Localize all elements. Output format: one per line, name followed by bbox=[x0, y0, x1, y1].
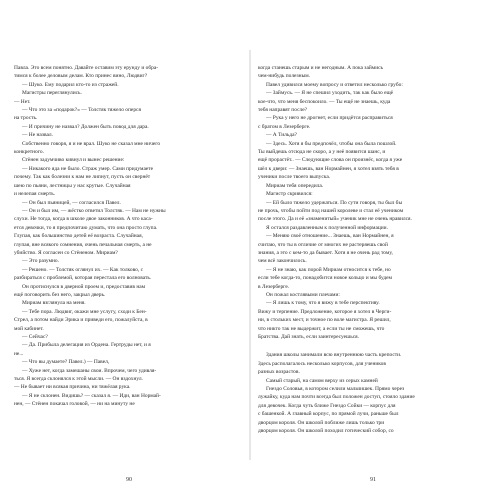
text-line: — Не бывает ни всякая причина, ни тяжёлая рука. bbox=[14, 384, 131, 391]
text-line: — Не назвал. bbox=[22, 132, 53, 139]
text-line: — Решено. — Толстяк оглянул их. — Как толково, с bbox=[22, 266, 143, 273]
text-line: — Рука у него не дрогнет, если придётся расправиться bbox=[266, 115, 393, 122]
text-line: лужайку, куда нам почти всегда был положен доступ, стояло здание bbox=[258, 394, 415, 401]
text-line: шею по пьяни, лестницы у нас крутые. Случайная bbox=[14, 182, 131, 189]
text-line: и нелепая смерть. bbox=[14, 191, 56, 198]
text-line: — Шуко. Ему подарил кто-то из стражей. bbox=[22, 81, 119, 88]
text-line: — Я лишь к тому, что я вижу в тебе перспективу. bbox=[266, 300, 380, 307]
text-line: после этого. Да и её «знаменитый» ученик мне не очень нравился. bbox=[258, 216, 412, 223]
text-line: ни, в стольких мест, и точное по воле магистра. Я решил, bbox=[258, 317, 391, 324]
text-line: Мириам тебя опередила. bbox=[266, 182, 324, 189]
text-line: Павел удивился моему вопросу и ответил несколько грубо: bbox=[266, 81, 403, 88]
text-line: на трость. bbox=[14, 115, 38, 122]
text-line: нен, — Стёнен покачал головой, — ни на минуту не bbox=[14, 401, 135, 408]
text-line: конкретного. bbox=[14, 149, 44, 156]
left-page-text bbox=[14, 64, 242, 409]
text-line: в Лезерберге. bbox=[258, 283, 290, 290]
text-line: разбираться с проблемой, которая перестала его волновать. bbox=[14, 275, 152, 282]
left-page bbox=[14, 64, 242, 468]
text-line: Вижу и терпение. Предложение, которое я хотел в Черги- bbox=[258, 308, 392, 315]
text-line: — Что это за «подарок?» — Толстяк тяжело оперся bbox=[22, 107, 141, 114]
text-line: ещё прорастёт.. — Следующие слова он произнёс, когда я уже bbox=[258, 157, 403, 164]
text-line: Самый старый, на самом верху из серых камней bbox=[266, 377, 378, 384]
text-line: Он пожал костлявыми плечами: bbox=[266, 291, 340, 298]
text-line: мой кабинет. bbox=[14, 325, 44, 332]
text-line: не прочь, чтобы пойти под нашей королеве и стал её учеником bbox=[258, 207, 404, 214]
text-line: дворцом короля. Он школой походил готический собор, со bbox=[258, 428, 394, 435]
right-page bbox=[258, 64, 486, 468]
right-page-text bbox=[258, 64, 486, 435]
text-line: Здесь располагалось несколько корпусов, для учеников bbox=[258, 360, 386, 367]
text-line: если тебе когда-то, понадобится новое кольцо и мы будем bbox=[258, 275, 392, 282]
text-line: тебя направят после? bbox=[258, 107, 308, 114]
text-line: Магистры переглянулись. bbox=[22, 90, 82, 97]
text-line: Стёнен задумчиво кивнул и вынес решение: bbox=[22, 157, 125, 164]
text-line: — Я не склонен. Видишь? — сказал я. — Иди, ван Нормай- bbox=[22, 392, 161, 399]
text-line: — Тебе пора. Людвиг, окажи мне услугу, сходи к Бен- bbox=[22, 308, 147, 315]
text-line: — Да. Прибыла делегация из Ордена. Гертруды нет, и я bbox=[22, 342, 151, 349]
text-line: не... bbox=[14, 350, 24, 357]
text-line: почему. Так как болезни к нам не липнут, пусть он свернёт bbox=[14, 174, 151, 181]
text-line: Гнездо Соловья, в котором селили мальчишек. Прямо через bbox=[266, 386, 405, 393]
text-line: Я остался раздавленным к полученной информации. bbox=[266, 224, 388, 231]
text-line: — Нет. bbox=[14, 98, 31, 105]
text-line: — А Тильда? bbox=[266, 132, 297, 139]
text-line: Мириам взглянула на меня. bbox=[22, 300, 86, 307]
text-line: чем-нибудь полезным. bbox=[258, 73, 311, 80]
text-line: ется девочки, то я предпочитаю думать, что она просто глупа. bbox=[14, 224, 158, 231]
text-line: шёл к двери: — Знаешь, ван Нормайнен, я хотел взять тебя в bbox=[258, 165, 399, 172]
text-line: ещё поговорить без него, закрыл дверь. bbox=[14, 291, 106, 298]
text-line: кое-что, что меня беспокоило. — Ты ещё не знаешь, куда bbox=[258, 98, 391, 105]
gutter bbox=[249, 50, 251, 460]
text-line: с башенкой. А главный корпус, по прямой лучи, раньше был bbox=[258, 411, 399, 418]
text-line: слухи. Не тогда, когда в школе двое законников. А что каса- bbox=[14, 216, 153, 223]
text-line: чем всё закончилось. bbox=[258, 258, 307, 265]
left-page-number: 90 bbox=[126, 477, 132, 483]
text-line: — Я не знаю, как порой Мириам относится к тебе, но bbox=[266, 266, 391, 273]
text-line: убийство. Я согласен со Стёненом. Мириам? bbox=[14, 249, 118, 256]
text-line: — Займусь. — Я не спешил уходить, так как было ещё bbox=[266, 90, 394, 97]
text-line: — Он был пьяницей, — согласился Павел. bbox=[22, 199, 121, 206]
text-line: — И причину не назвал? Должен быть повод для дара. bbox=[22, 123, 149, 130]
text-line: знания, а это с кем-то да бывает. Хотя я не очень рад тому, bbox=[258, 249, 393, 256]
text-line: Братства. Дай знать, если заинтересуешься. bbox=[258, 334, 359, 340]
text-line: что никто так не выдержит, а если ты не сможешь, что bbox=[258, 325, 385, 332]
text-line: — Это разумно. bbox=[22, 258, 60, 265]
right-page-number: 91 bbox=[370, 477, 376, 483]
text-line: — Хуже нет, когда замешаны свои. Впрочем, чего удивля- bbox=[22, 367, 157, 374]
text-line: для девочек. Когда чуть ближе Гнездо Сойки — корпус для bbox=[258, 402, 396, 409]
text-line: Стрел, а потом найди Эрика и приведи его, пожалуйста, в bbox=[14, 317, 148, 324]
text-line: Павла. Это всем понятно. Давайте оставим эту ерунду и обра- bbox=[14, 65, 159, 71]
text-line: дворцом короля. Он школой поближе лишь только три bbox=[258, 419, 385, 426]
text-line: ться. Я всегда склонялся к этой мысли. — Он вздохнул. bbox=[14, 376, 143, 383]
text-line: Магистр скривился: bbox=[266, 191, 313, 198]
text-line: глупая, вне всякого сомнения, очень печальная смерть, а не bbox=[14, 241, 152, 248]
text-line: Здания школы занимали всю внутреннюю часть крепости. bbox=[266, 352, 402, 359]
text-line: Собственно говоря, я и не врал. Шуко не сказал мне ничего bbox=[22, 140, 161, 147]
text-line: — Ей было тяжело удержаться. По сути говоря, ты был бы bbox=[266, 199, 403, 206]
text-line: ученики после твоего выпуска. bbox=[258, 174, 331, 181]
text-line: — Сейчас? bbox=[22, 334, 48, 340]
text-line: — Здесь. Хотя я бы предпочёл, чтобы она была пошлой. bbox=[266, 140, 397, 147]
text-line: — Никакого яда не было. Страж умер. Сами придумаете bbox=[22, 165, 154, 172]
text-line: с братом в Лезерберге. bbox=[258, 123, 311, 130]
text-line: разных возрастов. bbox=[258, 369, 300, 376]
text-line: тимся к более деловым делам. Кто принес вино, Людвиг? bbox=[14, 73, 148, 80]
text-line: Ты выйдешь отсюда не скоро, а у неё появится шанс, и bbox=[258, 149, 386, 156]
text-line: — Меняю своё отношение... Знаешь, ван Нормайнен, я bbox=[266, 233, 394, 240]
text-line: считаю, что ты в отличие от многих не растеряешь свой bbox=[258, 241, 388, 248]
text-line: Глупая, как большинство детей её возраста. Случайная, bbox=[14, 233, 143, 240]
text-line: когда станешь старым и не негодным. А пока займись bbox=[258, 65, 384, 71]
text-line: — Он и был им, — жёстко ответил Толстяк. — Нам не нужны bbox=[22, 207, 166, 214]
text-line: Он протиснулся в дверной проем и, предоставив нам bbox=[22, 283, 146, 290]
section-break bbox=[258, 341, 486, 351]
text-line: — Что вы думаете? Павел.) — Павел, bbox=[22, 359, 110, 366]
